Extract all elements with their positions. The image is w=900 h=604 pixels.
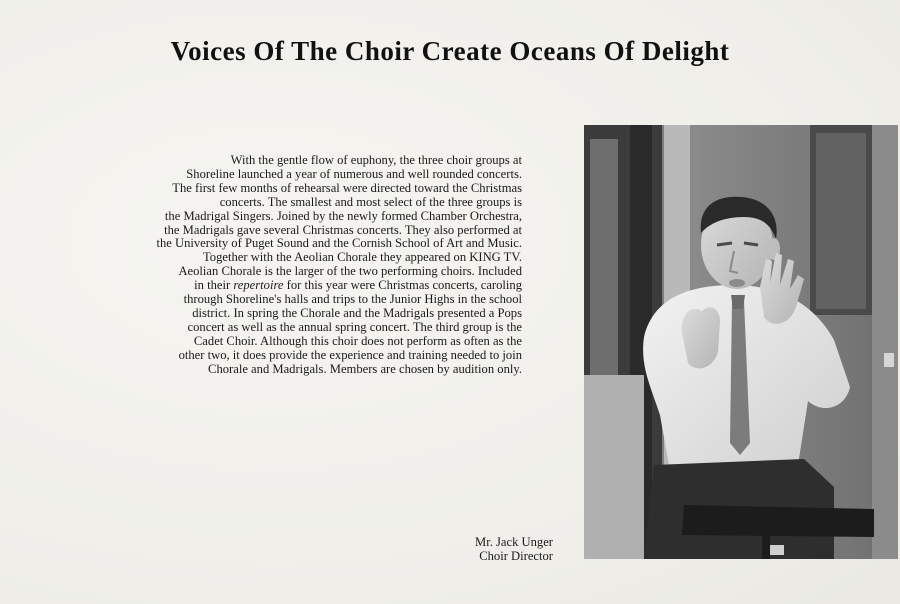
article-line: The first few months of rehearsal were directed toward the Christmas <box>172 180 522 195</box>
article-line: With the gentle flow of euphony, the three choir groups at <box>230 153 522 167</box>
article-line: concert as well as the annual spring concert. The third group is the <box>187 319 522 334</box>
choir-director-photo <box>584 125 898 559</box>
article-emphasis: repertoire <box>233 278 284 293</box>
article-line: through Shoreline's halls and trips to the Junior Highs in the school <box>183 292 522 307</box>
photo-caption <box>420 535 553 563</box>
page-title: Voices Of The Choir Create Oceans Of Delight <box>170 36 730 67</box>
article-line: Cadet Choir. Although this choir does not perform as often as the <box>193 333 522 348</box>
article-line: Aeolian Chorale is the larger of the two performing choirs. Included <box>178 264 522 279</box>
photo-illustration <box>584 125 898 559</box>
article-line: district. In spring the Chorale and the Madrigals presented a Pops <box>192 305 522 320</box>
article-line <box>40 279 522 293</box>
article-text <box>40 154 522 377</box>
article-line: the University of Puget Sound and the Cornish School of Art and Music. <box>156 236 522 251</box>
article-line: Shoreline launched a year of numerous and well rounded concerts. <box>186 166 522 181</box>
article-line: Together with the Aeolian Chorale they appeared on KING TV. <box>202 250 522 265</box>
caption-name: Mr. Jack Unger <box>475 535 553 549</box>
article-fragment: in their <box>194 278 234 293</box>
article-line: concerts. The smallest and most select of the three groups is <box>219 194 522 209</box>
article-line: the Madrigals gave several Christmas concerts. They also performed at <box>164 222 522 237</box>
article-line: other two, it does provide the experience and training needed to join <box>178 347 522 362</box>
article-fragment: for this year were Christmas concerts, caroling <box>283 278 522 293</box>
caption-role: Choir Director <box>479 549 553 563</box>
article-line: Chorale and Madrigals. Members are chosen by audition only. <box>208 361 522 376</box>
article-line: the Madrigal Singers. Joined by the newly formed Chamber Orchestra, <box>164 208 522 223</box>
